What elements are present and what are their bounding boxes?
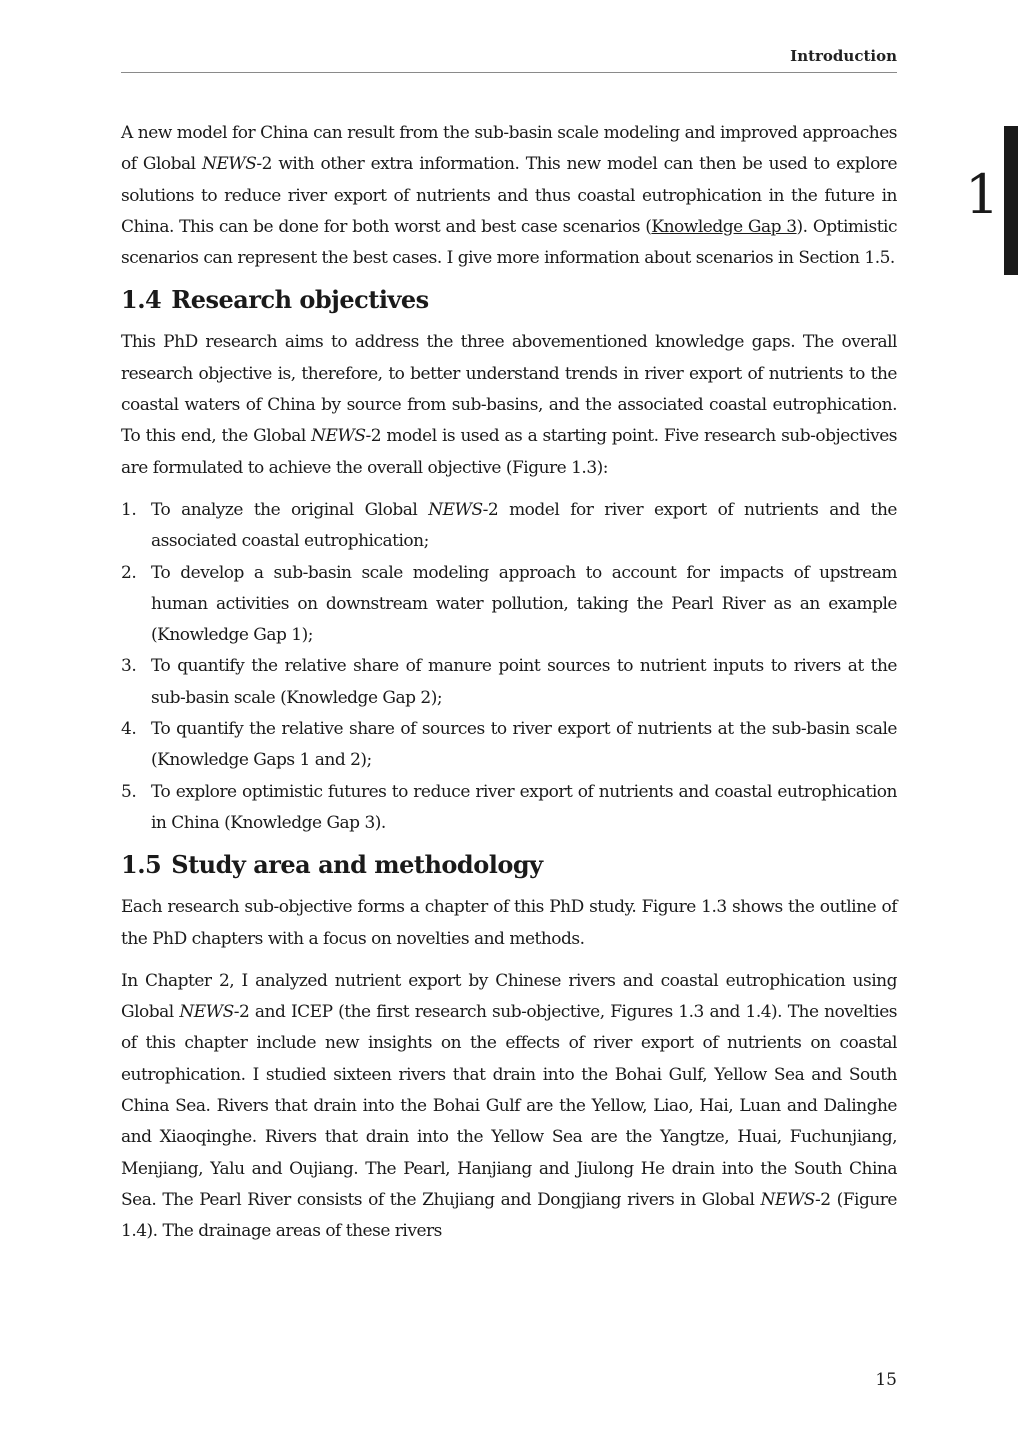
list-item: 3. To quantify the relative share of manure point sources to nutrient inputs to rivers at the sub-basin scale (Knowledge Gap 2); (121, 656, 897, 708)
header-section-label: Introduction (790, 47, 897, 65)
objectives-list (121, 495, 897, 839)
list-item: 4. To quantify the relative share of sources to river export of nutrients at the sub-basin scale (Knowledge Gaps 1 and 2); (121, 719, 897, 771)
study-area-paragraph-1: Each research sub-objective forms a chapter of this PhD study. Figure 1.3 shows the outline of the PhD chapters with a focus on novelties and methods. (121, 897, 897, 949)
page-number: 15 (875, 1370, 897, 1390)
list-item: 5. To explore optimistic futures to reduce river export of nutrients and coastal eutrophication in China (Knowledge Gap 3). (121, 781, 897, 833)
knowledge-gap-3-link[interactable]: Knowledge Gap 3 (651, 216, 797, 237)
list-item: 1. To analyze the original Global NEWS-2 model for river export of nutrients and the associated coastal eutrophication; (121, 499, 897, 552)
research-objectives-paragraph: This PhD research aims to address the three abovementioned knowledge gaps. The overall research objective is, therefore, to better understand trends in river export of nutrients to the coastal waters of China by source from sub-basins, and the associated coastal eutrophication. To this end, the Global NEWS-2 model is used as a starting point. Five research sub-objectives are formulated to achieve the overall objective (Figure 1.3): (121, 332, 897, 478)
intro-paragraph: A new model for China can result from the sub-basin scale modeling and improved approaches of Global NEWS-2 with other extra information. This new model can then be used to explore solutions to reduce river export of nutrients and thus coastal eutrophication in the future in China. This can be done for both worst and best case scenarios (Knowledge Gap 3). Optimistic scenarios can represent the best cases. I give more information about scenarios in Section 1.5. (121, 123, 898, 269)
section-heading-study-area: 1.5 Study area and methodology (121, 850, 543, 880)
header-rule (121, 72, 897, 73)
list-item: 2. To develop a sub-basin scale modeling approach to account for impacts of upstream human activities on downstream water pollution, taking the Pearl River as an example (Knowledge Gap 1); (121, 562, 897, 646)
section-heading-research-objectives: 1.4 Research objectives (121, 285, 429, 315)
chapter-number: 1 (965, 163, 1000, 226)
study-area-paragraph-2: In Chapter 2, I analyzed nutrient export by Chinese rivers and coastal eutrophication using Global NEWS-2 and ICEP (the first research sub-objective, Figures 1.3 and 1.4). The novelties of this chapter include new insights on the effects of river export of nutrients on coastal eutrophication. I studied sixteen rivers that drain into the Bohai Gulf, Yellow Sea and South China Sea. Rivers that drain into the Bohai Gulf are the Yellow, Liao, Hai, Luan and Dalinghe and Xiaoqinghe. Rivers that drain into the Yellow Sea are the Yangtze, Huai, Fuchunjiang, Menjiang, Yalu and Oujiang. The Pearl, Hanjiang and Jiulong He drain into the South China Sea. The Pearl River consists of the Zhujiang and Dongjiang rivers in Global NEWS-2 (Figure 1.4). The drainage areas of these rivers (121, 970, 897, 1242)
page-body (121, 118, 897, 1259)
chapter-tab-marker (1004, 126, 1018, 275)
